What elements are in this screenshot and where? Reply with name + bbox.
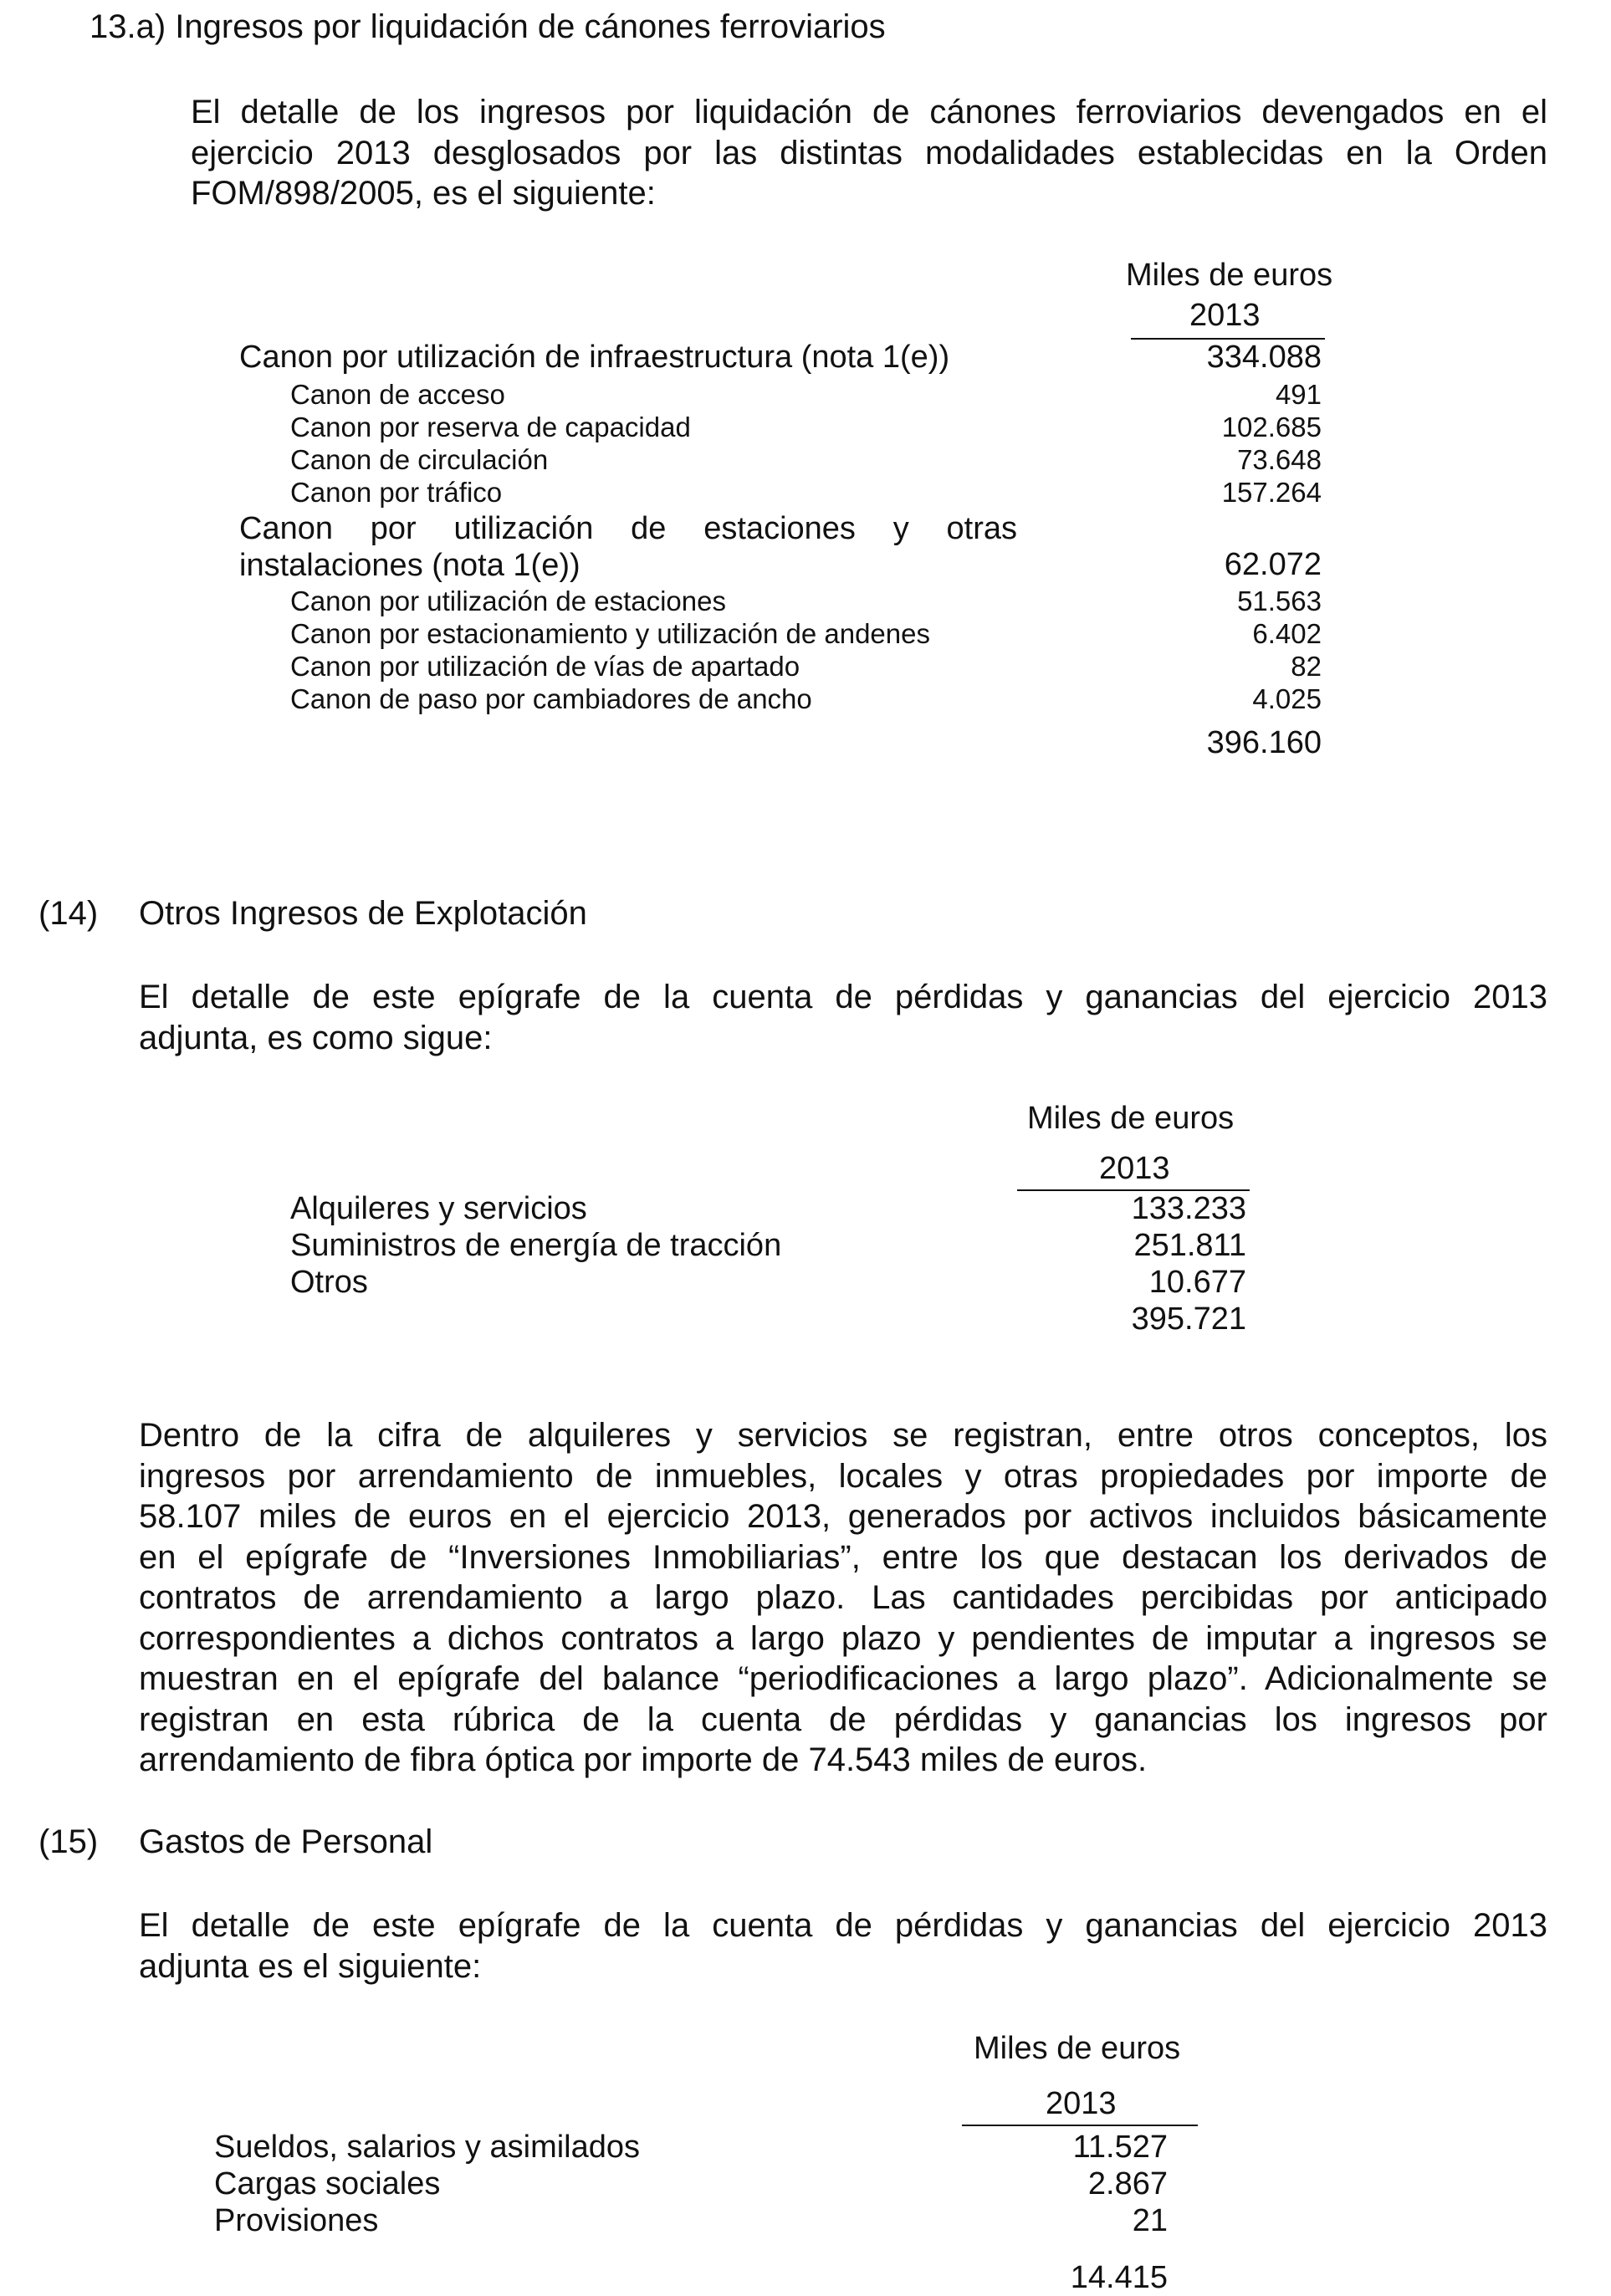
row-value: 334.088 [1206,340,1322,375]
row-value: 10.677 [1148,1265,1246,1300]
section-13a-paragraph [191,92,1547,214]
row-value: 102.685 [1221,412,1322,442]
table-year-header: 2013 [1099,1151,1170,1186]
paragraph-line: ejercicio 2013 desglosados por las distintas modalidades establecidas en la Orden [191,134,1547,171]
paragraph-line: arrendamiento de fibra óptica por importe de 74.543 miles de euros. [139,1741,1148,1778]
table-unit-header: Miles de euros [1126,258,1333,293]
paragraph-line: El detalle de este epígrafe de la cuenta de pérdidas y ganancias del ejercicio 2013 [139,1907,1547,1944]
row-label: Canon de acceso [290,379,505,410]
row-value: 6.402 [1252,618,1322,649]
paragraph-line: 58.107 miles de euros en el ejercicio 2013, generados por activos incluidos básicamente [139,1498,1547,1535]
paragraph-line: adjunta es el siguiente: [139,1947,482,1985]
row-value: 2.867 [1087,2166,1168,2201]
row-value: 251.811 [1133,1228,1246,1263]
section-15-title: Gastos de Personal [139,1823,433,1860]
paragraph-line: contratos de arrendamiento a largo plazo. Las cantidades percibidas por anticipado [139,1579,1547,1616]
paragraph-line: correspondientes a dichos contratos a largo plazo y pendientes de imputar a ingresos se [139,1619,1547,1657]
row-value: 82 [1291,651,1322,682]
paragraph-line: El detalle de los ingresos por liquidación de cánones ferroviarios devengados en el [191,94,1547,130]
row-value: 4.025 [1252,683,1322,714]
row-label: Canon de circulación [290,444,549,475]
header-rule [962,2125,1198,2126]
table-year-header: 2013 [1046,2086,1117,2121]
table-unit-header: Miles de euros [1027,1101,1235,1136]
table-total: 396.160 [1206,725,1322,760]
row-label: Sueldos, salarios y asimilados [214,2130,641,2165]
paragraph-line: El detalle de este epígrafe de la cuenta de pérdidas y ganancias del ejercicio 2013 [139,979,1547,1015]
row-label: Otros [290,1265,368,1300]
table-total: 395.721 [1131,1301,1246,1337]
row-value: 73.648 [1237,444,1322,475]
row-label: Provisiones [214,2203,379,2238]
row-label: Alquileres y servicios [290,1191,587,1226]
table-total: 14.415 [1070,2260,1168,2295]
row-label: Canon por utilización de infraestructura (nota 1(e)) [239,340,950,375]
row-label: Canon por utilización de estaciones [290,586,726,616]
section-14-paragraph [139,977,1547,1058]
section-14-number: (14) [38,895,99,932]
section-15-paragraph [139,1905,1547,1987]
paragraph-line: ingresos por arrendamiento de inmuebles, locales y otras propiedades por importe de [139,1457,1547,1495]
section-14-paragraph-2 [139,1415,1547,1781]
paragraph-line: registran en esta rúbrica de la cuenta de pérdidas y ganancias los ingresos por [139,1700,1547,1738]
table-unit-header: Miles de euros [974,2031,1181,2066]
row-label: Canon por reserva de capacidad [290,412,691,442]
section-14-title: Otros Ingresos de Explotación [139,895,587,932]
row-value: 51.563 [1237,586,1322,616]
row-value: 62.072 [1224,547,1322,582]
row-label-line: Canon por utilización de estaciones y otras [239,511,1017,546]
paragraph-line: Dentro de la cifra de alquileres y servicios se registran, entre otros conceptos, los [139,1417,1547,1454]
paragraph-line: en el epígrafe de “Inversiones Inmobiliarias”, entre los que destacan los derivados de [139,1538,1547,1576]
section-13a-heading: 13.a) Ingresos por liquidación de cánones ferroviarios [90,8,886,45]
section-15-number: (15) [38,1823,99,1860]
row-label: Canon por utilización de vías de apartado [290,651,800,682]
row-label-multiline [239,510,1017,584]
row-value: 133.233 [1131,1191,1246,1226]
row-label: Suministros de energía de tracción [290,1228,782,1263]
row-label: Cargas sociales [214,2166,441,2201]
row-value: 11.527 [1072,2130,1168,2165]
row-value: 491 [1275,379,1322,410]
table-year-header: 2013 [1189,298,1261,333]
paragraph-line: FOM/898/2005, es el siguiente: [191,175,656,212]
row-label-line: instalaciones (nota 1(e)) [239,548,580,583]
row-label: Canon por tráfico [290,477,503,508]
row-label: Canon de paso por cambiadores de ancho [290,683,812,714]
paragraph-line: adjunta, es como sigue: [139,1019,493,1056]
row-value: 157.264 [1221,477,1322,508]
row-value: 21 [1132,2203,1168,2238]
row-label: Canon por estacionamiento y utilización de andenes [290,618,930,649]
paragraph-line: muestran en el epígrafe del balance “periodificaciones a largo plazo”. Adicionalmente se [139,1660,1547,1697]
